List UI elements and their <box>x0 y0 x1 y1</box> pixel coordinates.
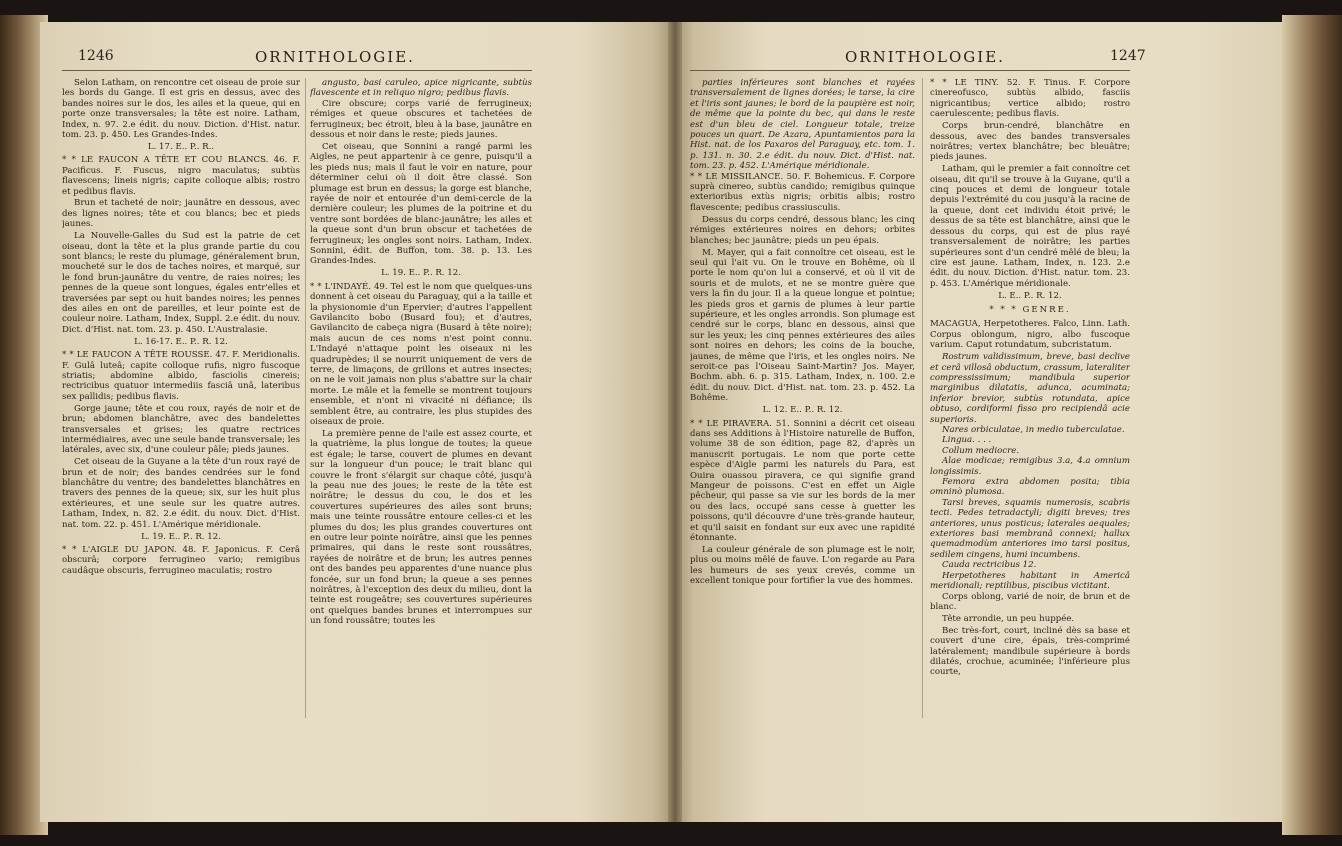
text-para: Brun et tacheté de noir; jaunâtre en dessous, avec des lignes noires; tête et cou blancs; bec et pieds jaunes. <box>62 198 300 230</box>
text-para: Cet oiseau de la Guyane a la tête d'un roux rayé de brun et de noir; des bandes cendrées sur le fond blanchâtre du ventre; des bandelettes blanchâtres en travers des pennes de la queue; six, sur les huit plus extérieures, et une seule sur les quatre autres. Latham, Index, n. 82. 2.e édit. du nouv. Dict. d'Hist. nat. tom. 22. p. 451. L'Amérique méridionale. <box>62 457 300 530</box>
text-para: La première penne de l'aile est assez courte, et la quatrième, la plus longue de toutes; la queue est égale; le tarse, couvert de plumes en devant sur la longueur d'un pouce; le trait blanc qui couvre le front s'élargit sur chaque côté, jusqu'à la peau nue des joues; le reste de la tête est noirâtre; le dessus du cou, le dos et les couvertures supérieures des ailes sont bruns; mais une teinte roussâtre entoure celles-ci et les plumes du dos; les plus grandes couvertures ont en outre leur pointe noirâtre, ainsi que les pennes primaires, qui dans le reste sont roussâtres, rayées de noirâtre et de brun; les autres pennes ont des bandes peu apparentes d'une nuance plus foncée, sur un fond brun; la queue a ses pennes noirâtres, à l'exception des deux du milieu, dont la teinte est rougeâtre; ses couvertures supérieures ont quelques bandes brunes et interrompues sur un fond roussâtre; toutes les <box>310 428 532 627</box>
text-para: Latham, qui le premier a fait connoître cet oiseau, dit qu'il se trouve à la Guyane, qu'il a cinq pouces et demi de longueur totale depuis l'extrémité du cou jusqu'à la racine de la queue, dont cet individu étoit privé; le dessus de sa tête est blanchâtre, ainsi que le dessous du corps, qui est de plus rayé transversalement de noirâtre; les parties supérieures sont d'un cendré mêlé de bleu; la cire est jaune. Latham, Index, n. 123. 2.e édit. du nouv. Diction. d'Hist. natur. tom. 23. p. 453. L'Amérique méridionale. <box>930 164 1130 289</box>
text-para: La Nouvelle-Galles du Sud est la patrie de cet oiseau, dont la tête et la plus grande partie du cou sont blancs; le reste du plumage, généralement brun, moucheté sur le dos de taches noires, et marqué, sur le fond brun-jaunâtre du ventre, de raies noires; les pennes de la queue sont longues, égales entr'elles et traversées par sept ou huit bandes noires; les pennes des ailes en ont de pareilles, et leur pointe est de couleur noire. Latham, Index, Suppl. 2.e édit. du nouv. Dict. d'Hist. nat. tom. 23. p. 450. L'Australasie. <box>62 231 300 335</box>
left-column-rule <box>305 78 306 718</box>
text-para: Gorge jaune; tête et cou roux, rayés de noir et de brun; abdomen blanchâtre, avec des bandelettes transversales et grises; les quatre rectrices intermédiaires, avec une seule bande transversale; les latérales, avec six, d'une couleur pâle; pieds jaunes. <box>62 403 300 456</box>
text-line: Tarsi breves, squamis numerosis, scabris tecti. Pedes tetradactyli; digiti breves; tres anteriores, unus posticus; laterales aequales; exteriores basi membranâ connexi; hallux quemadmodùm anteriores imo tarsi positus, sedilem cingens, humi incumbens. <box>930 497 1130 560</box>
text-para: La couleur générale de son plumage est le noir, plus ou moins mêlé de fauve. L'on regarde au Para les humeurs de ses yeux crevés, comme un excellent tonique pour fortifier la vue des hommes. <box>690 544 915 587</box>
right-column-rule <box>922 78 923 718</box>
text-line: Femora extra abdomen posita; tibia omninò plumosa. <box>930 477 1130 498</box>
right-page-edges <box>1282 15 1342 835</box>
right-page-number: 1247 <box>1110 48 1146 64</box>
text-line: Cauda rectricibus 12. <box>942 560 1037 571</box>
text-para: Bec très-fort, court, incliné dès sa base et couvert d'une cire, épais, très-comprimé latéralement; mandibule supérieure à bords dilatés, crochue, acuminée; l'inférieure plus courte, <box>930 625 1130 678</box>
text-head: * * LE FAUCON A TÊTE ET COU BLANCS. 46. F. Pacificus. F. Fuscus, nigro maculatus; subtùs flavescens; lineis nigris; capite colloque albis; rostro et pedibus flavis. <box>62 155 300 197</box>
text-head: * * LE PIRAVERA. 51. Sonnini a décrit cet oiseau dans ses Additions à l'Histoire naturelle de Buffon, volume 38 de son édition, page 82, d'après un manuscrit portugais. Le nom que porte cette espèce d'Aigle parmi les naturels du Para, est Ouira ouassou piravera, ce qui signifie grand Mangeur de poissons. C'est en effet un Aigle pêcheur, qui passe sa vie sur les bords de la mer ou des lacs, occupé sans cesse à guetter les poissons, qu'il découvre d'une très-grande hauteur, et qu'il saisit en fondant sur eux avec une rapidité étonnante. <box>690 418 915 543</box>
text-para: M. Mayer, qui a fait connoître cet oiseau, est le seul qui l'ait vu. On le trouve en Bohême, où il porte le nom qu'on lui a conservé, et où il vit de souris et de mulots, et ne se montre guère que vers la fin du jour. Il a la queue longue et pointue; les pieds gros et garnis de plumes à leur partie supérieure, et les ongles arrondis. Son plumage est cendré sur le corps, blanc en dessous, ainsi que sur les yeux; les cinq pennes extérieures des ailes sont noires en dehors; les coins de la bouche, jaunes, de même que l'iris, et les ongles noirs. Ne seroit-ce pas l'Oiseau Saint-Martin? Jos. Mayer, Bochm. abh. 6. p. 315. Latham, Index, n. 100. 2.e édit. du nouv. Dict. d'Hist. nat. tom. 23. p. 452. La Bohême. <box>690 247 915 404</box>
text-ref: L. 19. E.. P.. R. 12. <box>381 268 461 279</box>
left-running-head: ORNITHOLOGIE. <box>255 48 415 66</box>
text-genre: * * * GENRE. <box>989 305 1071 316</box>
text-head: * * LE FAUCON A TÊTE ROUSSE. 47. F. Meridionalis. F. Gulâ luteâ; capite colloque rufis, nigro fuscoque striatis; abdomine albido, fasciolis cinereis; rectricibus quatuor intermediis fasciâ unâ, lateribus sex pallidis; pedibus flavis. <box>62 350 300 402</box>
right-head-rule <box>690 70 1130 71</box>
text-line: Collum mediocre. <box>942 445 1020 456</box>
right-page-column-2 <box>930 78 1130 679</box>
text-line: Nares orbiculatae, in medio tuberculatae. <box>942 425 1125 435</box>
left-page-number: 1246 <box>78 48 114 64</box>
text-line: angusto, basi caruleo, apice nigricante, subtùs flavescente et in reliquo nigro; pedibus flavis. <box>310 78 532 99</box>
text-para: Tête arrondie, un peu huppée. <box>942 613 1075 624</box>
text-line: Rostrum validissimum, breve, basi declive et cerâ villosâ obductum, crassum, lateraliter compressissimum; mandibula superior marginibus dilatatis, adunca, acuminata; inferior brevior, subtùs rotundata, apice obtuso, cordiformi fisso pro recipiendâ acie superioris. <box>930 352 1130 425</box>
left-page-column-2 <box>310 78 532 628</box>
text-head: MACAGUA, Herpetotheres. Falco, Linn. Lath. Corpus oblongum, nigro, albo fuscoque varium. Caput rotundatum, subcristatum. <box>930 319 1130 351</box>
text-line: Lingua. . . . <box>942 435 992 446</box>
text-line: Herpetotheres habitant in Americâ meridionali; reptilibus, piscibus victitant. <box>930 570 1130 592</box>
text-head: * * LE TINY. 52. F. Tinus. F. Corpore cinereofusco, subtùs albido, fasciis nigricantibus; vertice albido; rostro caerulescente; pedibus flavis. <box>930 78 1130 120</box>
text-para: Cire obscure; corps varié de ferrugineux; rémiges et queue obscures et tachetées de ferrugineux; bec étroit, bleu à la base, jaunâtre en dessous et noir dans le reste; pieds jaunes. <box>310 98 532 141</box>
right-running-head: ORNITHOLOGIE. <box>845 48 1005 66</box>
text-head: * * L'INDAYÉ. 49. Tel est le nom que quelques-uns donnent à cet oiseau du Paraguay, qui a la taille et la physionomie d'un Epervier; d'autres l'appellent Gavilancito bobo (Busard fou); et d'autres, Gavilancito de cabeça nigra (Busard à tête noire); mais aucun de ces noms n'est point connu. L'Indayé n'attaque point les oiseaux ni les quadrupèdes; il se nourrit uniquement de vers de terre, de limaçons, de grillons et autres insectes; on ne le voit jamais non plus s'abattre sur la chair morte. Le mâle et la femelle se montrent toujours ensemble, et n'ont ni vivacité ni défiance; ils semblent être, au contraire, les plus stupides des oiseaux de proie. <box>310 281 532 427</box>
text-ref: L. E.. P.. R. 12. <box>998 290 1062 301</box>
text-ref: L. 16-17. E.. P.. R. 12. <box>134 336 228 347</box>
text-para: Dessus du corps cendré, dessous blanc; les cinq rémiges extérieures noires en dehors; orbites blanches; bec jaunâtre; pieds un peu épais. <box>690 214 915 246</box>
text-ref: L. 17. E.. P.. R.. <box>147 141 215 152</box>
left-head-rule <box>62 70 532 71</box>
left-page-column-1 <box>62 78 300 578</box>
right-page-column-1 <box>690 78 915 588</box>
text-head: * * LE MISSILANCE. 50. F. Bohemicus. F. Corpore suprà cinereo, subtùs candido; remigibus quinque exterioribus extùs nigris; orbitis albis; rostro flavescente; pedibus crassiusculis. <box>690 171 915 213</box>
text-para: Selon Latham, on rencontre cet oiseau de proie sur les bords du Gange. Il est gris en dessus, avec des bandes noires sur le dos, les ailes et la queue, qui en porte onze transversales; la tête est noire. Latham, Index, n. 97. 2.e édit. du nouv. Diction. d'Hist. natur. tom. 23. p. 450. Les Grandes-Indes. <box>62 78 300 141</box>
text-line: parties inférieures sont blanches et rayées transversalement de lignes dorées; le tarse, la cire et l'iris sont jaunes; le bord de la paupière est noir, de même que la pointe du bec, qui dans le reste est d'un bleu de ciel. Longueur totale, treize pouces un quart. De Azara, Apuntamientos para la Hist. nat. de los Paxaros del Paraguay, etc. tom. 1. p. 131. n. 30. 2.e édit. du nouv. Dict. d'Hist. nat. tom. 23. p. 452. L'Amérique méridionale. <box>690 78 915 172</box>
text-ref: L. 19. E.. P.. R. 12. <box>141 531 221 542</box>
text-line: Alae modicae; remigibus 3.a, 4.a omnium longissimis. <box>930 456 1130 477</box>
text-para: Corps oblong, varié de noir, de brun et de blanc. <box>930 591 1130 612</box>
text-para: Corps brun-cendré, blanchâtre en dessous, avec des bandes transversales noirâtres; vertex blanchâtre; bec bleuâtre; pieds jaunes. <box>930 121 1130 163</box>
text-ref: L. 12. E.. P.. R. 12. <box>762 405 843 416</box>
text-head: * * L'AIGLE DU JAPON. 48. F. Japonicus. F. Cerâ obscurâ; corpore ferrugineo vario; remigibus caudâque obscuris, ferrugineo maculatis; rostro <box>62 544 300 576</box>
text-para: Cet oiseau, que Sonnini a rangé parmi les Aigles, ne peut appartenir à ce genre, puisqu'il a les pieds nus; mais il faut le voir en nature, pour déterminer celui où il doit être classé. Son plumage est brun en dessus; la gorge est blanche, rayée de noir et entourée d'un demi-cercle de la dernière couleur; les plumes de la poitrine et du ventre sont bordées de blanc-jaunâtre; les ailes et la queue sont d'un brun obscur et tachetées de ferrugineux; les ongles sont noirs. Latham, Index. Sonnini, édit. de Buffon, tom. 38. p. 13. Les Grandes-Indes. <box>310 141 532 267</box>
book-gutter <box>668 22 682 822</box>
